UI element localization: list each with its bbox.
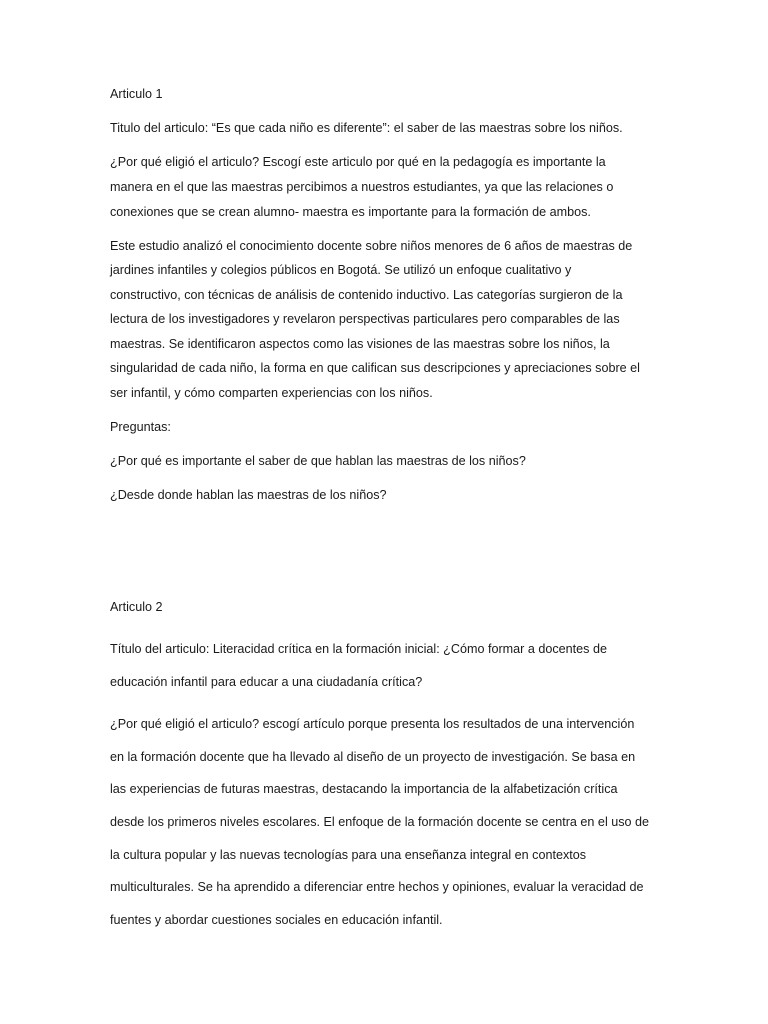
article-2-why-line: fuentes y abordar cuestiones sociales en educación infantil. — [110, 913, 443, 927]
article-1-summary-line: ser infantil, y cómo comparten experiencias con los niños. — [110, 386, 433, 400]
article-1-summary-line: Este estudio analizó el conocimiento docente sobre niños menores de 6 años de maestras de — [110, 239, 633, 253]
article-1-why-line: conexiones que se crean alumno- maestra es importante para la formación de ambos. — [110, 205, 591, 219]
article-1-why-line: manera en el que las maestras percibimos a nuestros estudiantes, ya que las relaciones o — [110, 180, 614, 194]
questions-label: Preguntas: — [110, 420, 171, 434]
article-2-heading: Articulo 2 — [110, 600, 163, 614]
article-1-summary-line: singularidad de cada niño, la forma en que califican sus descripciones y apreciaciones sobre el — [110, 361, 640, 375]
article-1-summary-line: constructivo, con técnicas de análisis de contenido inductivo. Las categorías surgieron de la — [110, 288, 623, 302]
question-item: ¿Por qué es importante el saber de que hablan las maestras de los niños? — [110, 454, 526, 468]
article-2-why-line: multiculturales. Se ha aprendido a diferenciar entre hechos y opiniones, evaluar la veracidad de — [110, 880, 644, 894]
article-1-title: Titulo del articulo: “Es que cada niño es diferente”: el saber de las maestras sobre los niños. — [110, 121, 623, 135]
article-2-why-line: la cultura popular y las nuevas tecnologías para una enseñanza integral en contextos — [110, 848, 587, 862]
article-1-why-line: ¿Por qué eligió el articulo? Escogí este articulo por qué en la pedagogía es importante la — [110, 155, 606, 169]
article-2-title-line: Título del articulo: Literacidad crítica en la formación inicial: ¿Cómo formar a docentes de — [110, 642, 607, 656]
article-1-heading: Articulo 1 — [110, 87, 163, 101]
article-1-summary-line: lectura de los investigadores y revelaron perspectivas particulares pero comparables de las — [110, 312, 620, 326]
article-2-title-line: educación infantil para educar a una ciudadanía crítica? — [110, 675, 423, 689]
article-1-summary-line: maestras. Se identificaron aspectos como las visiones de las maestras sobre los niños, la — [110, 337, 610, 351]
article-2-why-line: en la formación docente que ha llevado al diseño de un proyecto de investigación. Se basa en — [110, 750, 636, 764]
article-1-summary-line: jardines infantiles y colegios públicos en Bogotá. Se utilizó un enfoque cualitativo y — [110, 263, 572, 277]
article-2-why-line: las experiencias de futuras maestras, destacando la importancia de la alfabetización crítica — [110, 782, 618, 796]
article-2-why-line: ¿Por qué eligió el articulo? escogí artículo porque presenta los resultados de una intervención — [110, 717, 635, 731]
article-2-why-line: desde los primeros niveles escolares. El enfoque de la formación docente se centra en el uso de — [110, 815, 650, 829]
question-item: ¿Desde donde hablan las maestras de los niños? — [110, 488, 387, 502]
